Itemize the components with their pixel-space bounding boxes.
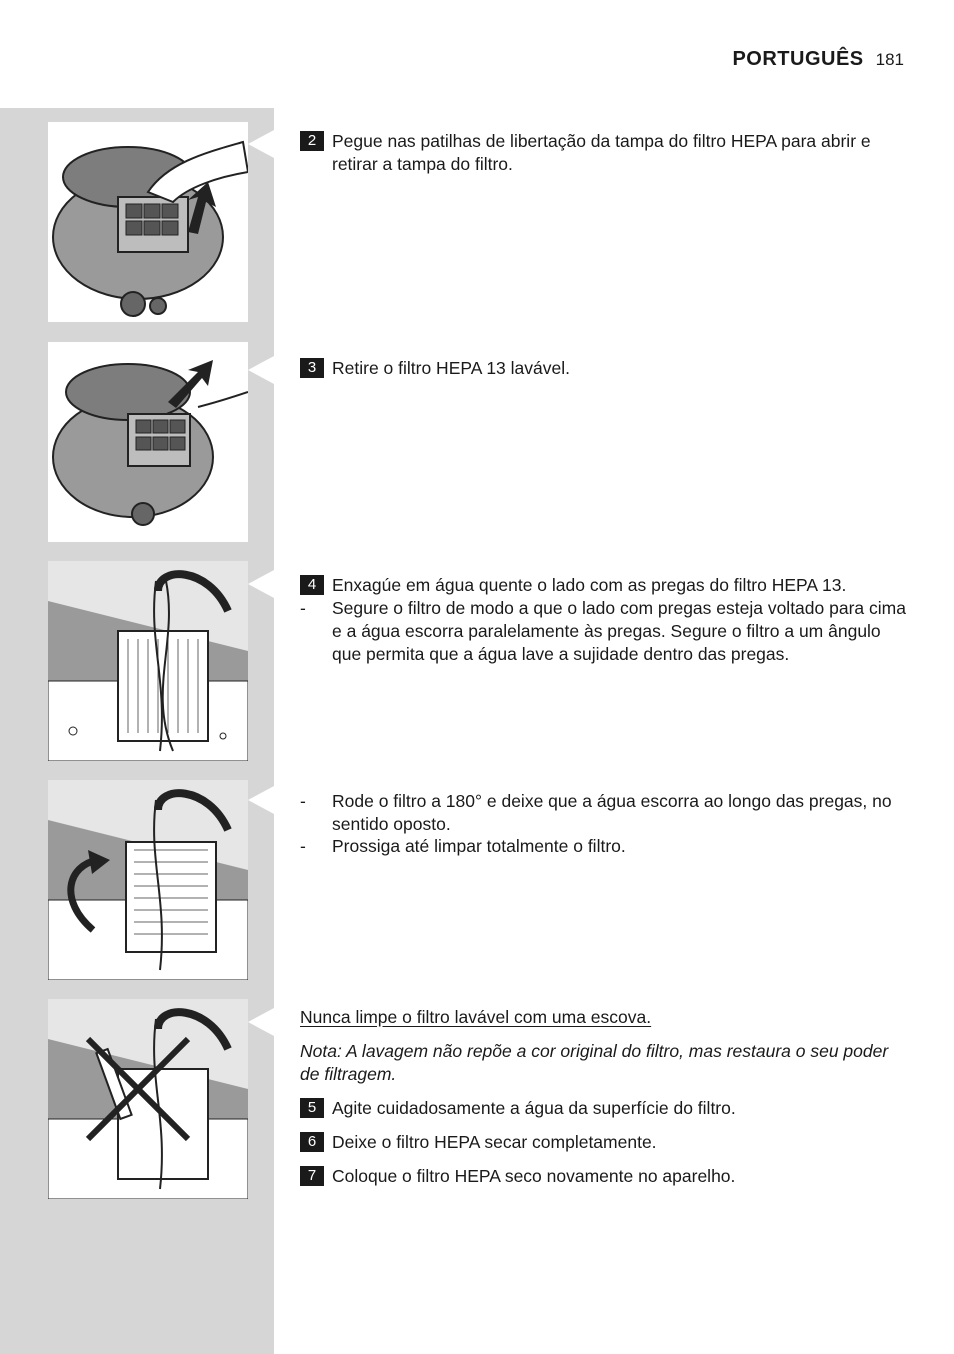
step-text: Enxagúe em água quente o lado com as pregas do filtro HEPA 13.	[332, 575, 847, 595]
bullet-dash: -	[300, 836, 306, 856]
step-text: Retire o filtro HEPA 13 lavável.	[332, 358, 570, 378]
step-text: Coloque o filtro HEPA seco novamente no aparelho.	[332, 1166, 736, 1186]
page-number: 181	[875, 50, 904, 69]
figure-pointer	[248, 570, 274, 598]
step-text: Pegue nas patilhas de libertação da tampa do filtro HEPA para abrir e retirar a tampa do filtro.	[332, 131, 871, 174]
bullet-text: Rode o filtro a 180° e deixe que a água escorra ao longo das pregas, no sentido oposto.	[332, 791, 892, 834]
language-title: PORTUGUÊS	[732, 48, 864, 70]
step-number: 3	[300, 358, 324, 378]
step-text: Deixe o filtro HEPA secar completamente.	[332, 1132, 657, 1152]
step-number: 4	[300, 575, 324, 595]
bullet-text: Prossiga até limpar totalmente o filtro.	[332, 836, 626, 856]
figure-pointer	[248, 786, 274, 814]
page-header	[732, 48, 904, 71]
figure-no-brush	[48, 999, 248, 1199]
vacuum-open-cover-illustration	[48, 122, 248, 322]
warning-text: Nunca limpe o filtro lavável com uma escova.	[300, 1007, 652, 1027]
figure-remove-filter	[48, 342, 248, 542]
step-5	[300, 1097, 906, 1120]
step-3	[300, 357, 906, 380]
figure-pointer	[248, 1008, 274, 1036]
step-number: 6	[300, 1132, 324, 1152]
step-7	[300, 1165, 906, 1188]
figure-open-cover	[48, 122, 248, 322]
bullet-item	[300, 597, 906, 666]
figure-rotate-filter	[48, 780, 248, 980]
step-6	[300, 1131, 906, 1154]
bullet-text: Segure o filtro de modo a que o lado com pregas esteja voltado para cima e a água escorra paralelamente às pregas. Segure o filtro a um ângulo que permita que a água lave a sujidade dentro das pregas.	[332, 598, 906, 664]
step-number: 5	[300, 1098, 324, 1118]
step-4	[300, 574, 906, 597]
bullet-item	[300, 835, 906, 858]
step-2	[300, 130, 906, 176]
bullet-dash: -	[300, 598, 306, 618]
no-brush-illustration	[48, 999, 248, 1199]
figure-pointer	[248, 356, 274, 384]
step-number: 2	[300, 131, 324, 151]
figure-rinse-filter	[48, 561, 248, 761]
figure-pointer	[248, 130, 274, 158]
note-text: Nota: A lavagem não repõe a cor original do filtro, mas restaura o seu poder de filtragem.	[300, 1041, 889, 1084]
rinse-filter-illustration	[48, 561, 248, 761]
bullet-item	[300, 790, 906, 836]
rotate-filter-illustration	[48, 780, 248, 980]
vacuum-remove-filter-illustration	[48, 342, 248, 542]
bullet-dash: -	[300, 791, 306, 811]
step-number: 7	[300, 1166, 324, 1186]
step-text: Agite cuidadosamente a água da superfície do filtro.	[332, 1098, 736, 1118]
